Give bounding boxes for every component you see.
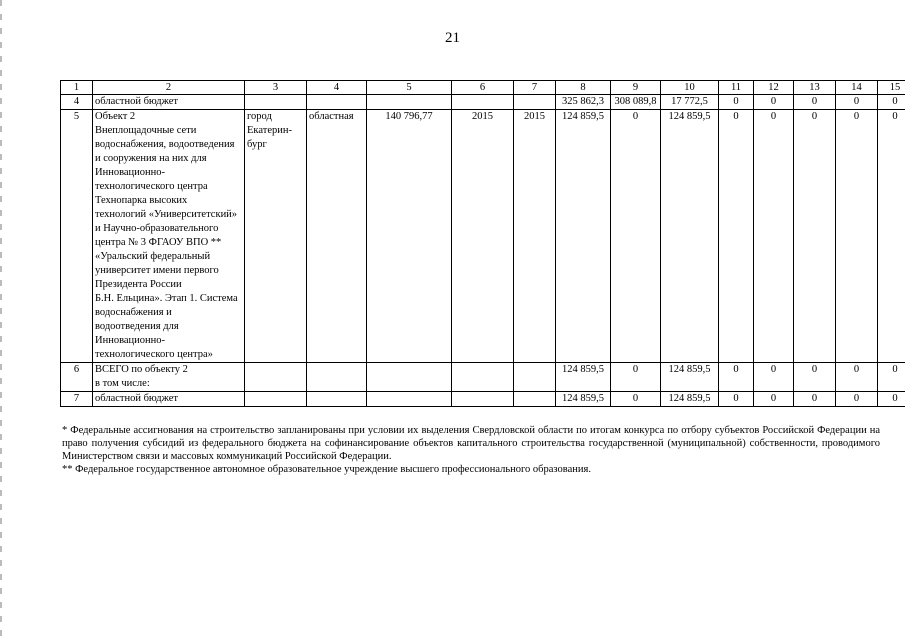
- ownership-level-cell: [307, 392, 367, 407]
- object-name-line: и сооружения на них для: [95, 153, 207, 164]
- row-number-cell: 6: [61, 363, 93, 392]
- location-cell: [245, 392, 307, 407]
- value-cell-c8: 124 859,5: [556, 110, 611, 363]
- ownership-level-cell: [307, 363, 367, 392]
- scan-edge: [0, 0, 2, 640]
- object-name-line: Внеплощадочные сети: [95, 125, 197, 136]
- value-cell-c11: 0: [719, 392, 754, 407]
- header-cell: 14: [836, 81, 878, 95]
- value-cell-c9: 308 089,8: [611, 95, 661, 110]
- value-cell-c13: 0: [794, 363, 836, 392]
- header-cell: 9: [611, 81, 661, 95]
- object-name-line: центра № 3 ФГАОУ ВПО **: [95, 237, 222, 248]
- footnote-fgaou-vpo: ** Федеральное государственное автономное образовательное учреждение высшего профессионального образования.: [62, 464, 591, 475]
- value-cell-c6: 2015: [452, 110, 514, 363]
- object-name-line: водоснабжения и: [95, 307, 172, 318]
- ownership-level-cell: [307, 95, 367, 110]
- value-cell-c9: 0: [611, 392, 661, 407]
- object-name-line: университет имени первого: [95, 265, 219, 276]
- value-cell-c9: 0: [611, 110, 661, 363]
- value-cell-c8: 124 859,5: [556, 363, 611, 392]
- value-cell-c15: 0: [878, 392, 905, 407]
- object-name-cell: [93, 95, 245, 110]
- value-cell-c10: 124 859,5: [661, 110, 719, 363]
- value-cell-c12: 0: [754, 363, 794, 392]
- object-name-line: Технопарка высоких: [95, 195, 188, 206]
- table-row: [61, 363, 905, 392]
- value-cell-c5: 140 796,77: [367, 110, 452, 363]
- footnotes: [62, 424, 880, 476]
- row-number-cell: 7: [61, 392, 93, 407]
- value-cell-c14: 0: [836, 363, 878, 392]
- header-cell: 3: [245, 81, 307, 95]
- value-cell-c6: [452, 95, 514, 110]
- value-cell-c14: 0: [836, 95, 878, 110]
- value-cell-c12: 0: [754, 392, 794, 407]
- header-cell: 15: [878, 81, 905, 95]
- object-name-line: Инновационно-: [95, 167, 166, 178]
- header-cell: 4: [307, 81, 367, 95]
- location-cell: [245, 95, 307, 110]
- location-cell: [245, 363, 307, 392]
- value-cell-c5: [367, 95, 452, 110]
- value-cell-c11: 0: [719, 95, 754, 110]
- value-cell-c9: 0: [611, 363, 661, 392]
- value-cell-c12: 0: [754, 110, 794, 363]
- object-name-line: технологий «Университетский»: [95, 209, 238, 220]
- value-cell-c15: 0: [878, 363, 905, 392]
- object-name-line: Инновационно-: [95, 335, 166, 346]
- table-row: [61, 392, 905, 407]
- value-cell-c6: [452, 392, 514, 407]
- object-name-line: «Уральский федеральный: [95, 251, 211, 262]
- header-cell: 6: [452, 81, 514, 95]
- value-cell-c5: [367, 363, 452, 392]
- budget-table: [60, 80, 905, 407]
- object-name-line: Объект 2: [95, 111, 136, 122]
- value-cell-c11: 0: [719, 110, 754, 363]
- value-cell-c13: 0: [794, 110, 836, 363]
- value-cell-c13: 0: [794, 392, 836, 407]
- location-cell: [245, 110, 307, 363]
- row-number-cell: 4: [61, 95, 93, 110]
- value-cell-c10: 124 859,5: [661, 392, 719, 407]
- table-row: [61, 110, 905, 363]
- object-name-line: и Научно-образовательного: [95, 223, 219, 234]
- object-name-line: областной бюджет: [95, 393, 178, 404]
- value-cell-c12: 0: [754, 95, 794, 110]
- location-line: город: [247, 111, 272, 122]
- value-cell-c11: 0: [719, 363, 754, 392]
- header-cell: 8: [556, 81, 611, 95]
- ownership-level-cell: областная: [307, 110, 367, 363]
- row-number-cell: 5: [61, 110, 93, 363]
- value-cell-c14: 0: [836, 392, 878, 407]
- header-cell: 5: [367, 81, 452, 95]
- value-cell-c15: 0: [878, 95, 905, 110]
- value-cell-c8: 124 859,5: [556, 392, 611, 407]
- object-name-line: в том числе:: [95, 378, 150, 389]
- header-cell: 2: [93, 81, 245, 95]
- page-number: 21: [445, 30, 460, 46]
- value-cell-c10: 124 859,5: [661, 363, 719, 392]
- table-header-row: [61, 81, 905, 95]
- object-name-cell: [93, 110, 245, 363]
- header-cell: 13: [794, 81, 836, 95]
- header-cell: 12: [754, 81, 794, 95]
- header-cell: 11: [719, 81, 754, 95]
- table-row: [61, 95, 905, 110]
- object-name-line: водоснабжения, водоотведения: [95, 139, 235, 150]
- value-cell-c5: [367, 392, 452, 407]
- value-cell-c6: [452, 363, 514, 392]
- object-name-line: технологического центра»: [95, 349, 213, 360]
- location-line: бург: [247, 139, 267, 150]
- value-cell-c7: [514, 95, 556, 110]
- value-cell-c7: [514, 363, 556, 392]
- object-name-line: областной бюджет: [95, 96, 178, 107]
- object-name-line: технологического центра: [95, 181, 208, 192]
- value-cell-c10: 17 772,5: [661, 95, 719, 110]
- object-name-line: ВСЕГО по объекту 2: [95, 364, 188, 375]
- object-name-line: водоотведения для: [95, 321, 179, 332]
- header-cell: 1: [61, 81, 93, 95]
- footnote-federal-allocations: * Федеральные ассигнования на строительство запланированы при условии их выделения Свердловской области по итогам конкурса по отбору субъектов Российской Федерации на право получения субсидий из федерального бюджета на софинансирование объектов капитального строительства государственной (муниципальной) собственности, проводимого Министерством связи и массовых коммуникаций Российской Федерации.: [62, 425, 880, 462]
- object-name-line: Президента России: [95, 279, 182, 290]
- object-name-cell: [93, 363, 245, 392]
- value-cell-c8: 325 862,3: [556, 95, 611, 110]
- value-cell-c13: 0: [794, 95, 836, 110]
- object-name-cell: [93, 392, 245, 407]
- header-cell: 7: [514, 81, 556, 95]
- location-line: Екатерин-: [247, 125, 292, 136]
- value-cell-c14: 0: [836, 110, 878, 363]
- header-cell: 10: [661, 81, 719, 95]
- value-cell-c7: [514, 392, 556, 407]
- value-cell-c7: 2015: [514, 110, 556, 363]
- object-name-line: Б.Н. Ельцина». Этап 1. Система: [95, 293, 238, 304]
- value-cell-c15: 0: [878, 110, 905, 363]
